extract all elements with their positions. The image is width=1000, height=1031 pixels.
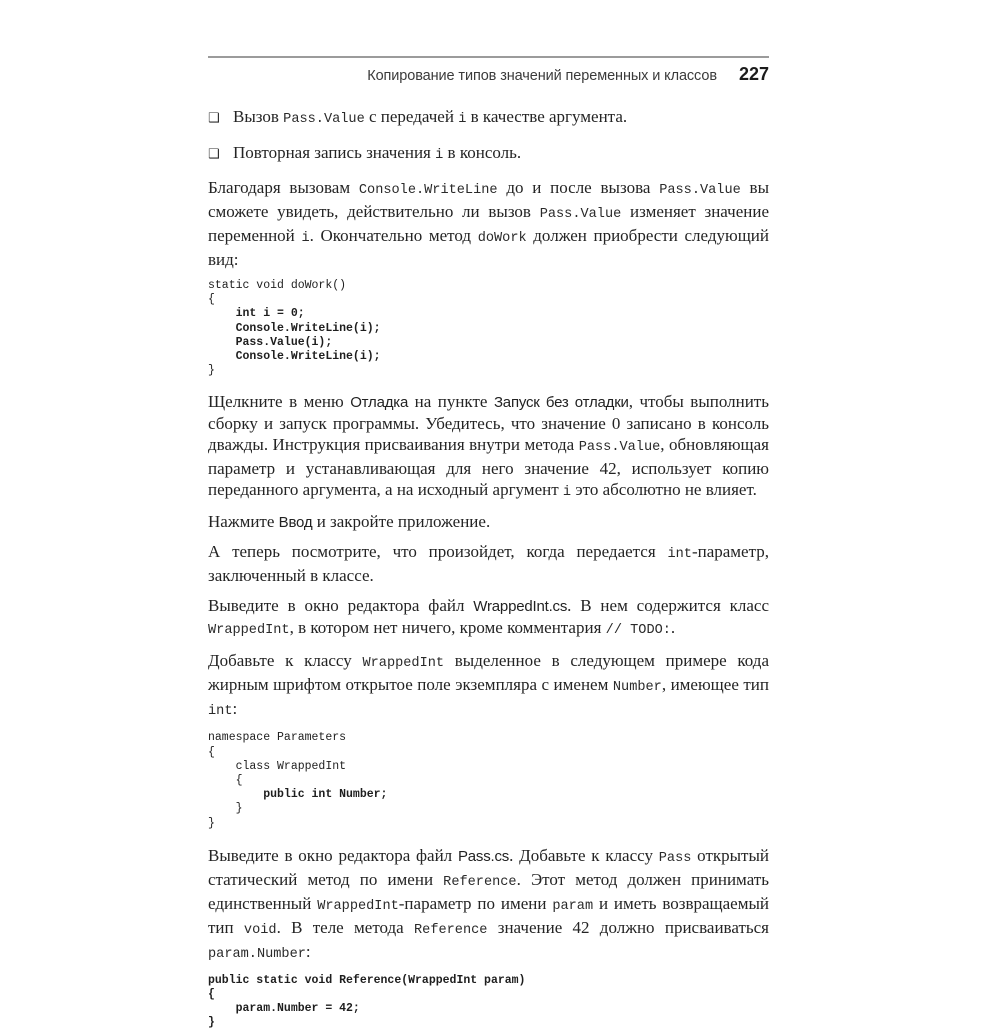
list-item — [208, 106, 769, 130]
paragraph: Выведите в окно редактора файл Pass.cs. Добавьте к классу Pass открытый статический метод по имени Reference. Этот метод должен принимать единственный WrappedInt-параметр по имени param и иметь возвращаемый тип void. В теле метода Reference значение 42 должно присваиваться param.Number: — [208, 845, 770, 962]
paragraph: Щелкните в меню Отладка на пункте Запуск без отладки, чтобы выполнить сборку и запуск программы. Убедитесь, что значение 0 записано в консоль дважды. Инструкция присваивания внутри метода Pass.Value, обновляющая параметр и устанавливающая для него значение 42, использует копию переданного аргумента, а на исходный аргумент i это абсолютно не влияет. — [208, 392, 769, 501]
square-bullet-icon: ❑ — [208, 147, 220, 162]
code-block: namespace Parameters { class WrappedInt { public int Number; } } — [208, 731, 388, 830]
header-rule — [208, 56, 769, 58]
running-head-title: Копирование типов значений переменных и классов — [367, 68, 717, 84]
code-block: static void doWork() { int i = 0; Console.WriteLine(i); Pass.Value(i); Console.WriteLine(i); } — [208, 279, 381, 378]
running-head — [208, 64, 769, 85]
paragraph: Выведите в окно редактора файл WrappedInt.cs. В нем содержится класс WrappedInt, в котором нет ничего, кроме комментария // TODO:. — [208, 596, 769, 639]
content-column — [208, 0, 769, 1031]
paragraph: Добавьте к классу WrappedInt выделенное в следующем примере кода жирным шрифтом открытое поле экземпляра с именем Number, имеющее тип int: — [208, 651, 770, 720]
list-item-text: Повторная запись значения i в консоль. — [233, 143, 522, 163]
list-item-text: Вызов Pass.Value с передачей i в качестве аргумента. — [233, 107, 628, 127]
paragraph: А теперь посмотрите, что произойдет, когда передается int-параметр, заключенный в классе. — [208, 542, 769, 586]
paragraph: Благодаря вызовам Console.WriteLine до и после вызова Pass.Value вы сможете увидеть, действительно ли вызов Pass.Value изменяет значение переменной i. Окончательно метод doWork должен приобрести следующий вид: — [208, 178, 770, 269]
code-block: public static void Reference(WrappedInt param) { param.Number = 42; } — [208, 973, 526, 1030]
square-bullet-icon: ❑ — [208, 111, 220, 126]
page-number: 227 — [738, 64, 769, 84]
paragraph: Нажмите Ввод и закройте приложение. — [208, 512, 491, 532]
list-item — [208, 142, 769, 166]
